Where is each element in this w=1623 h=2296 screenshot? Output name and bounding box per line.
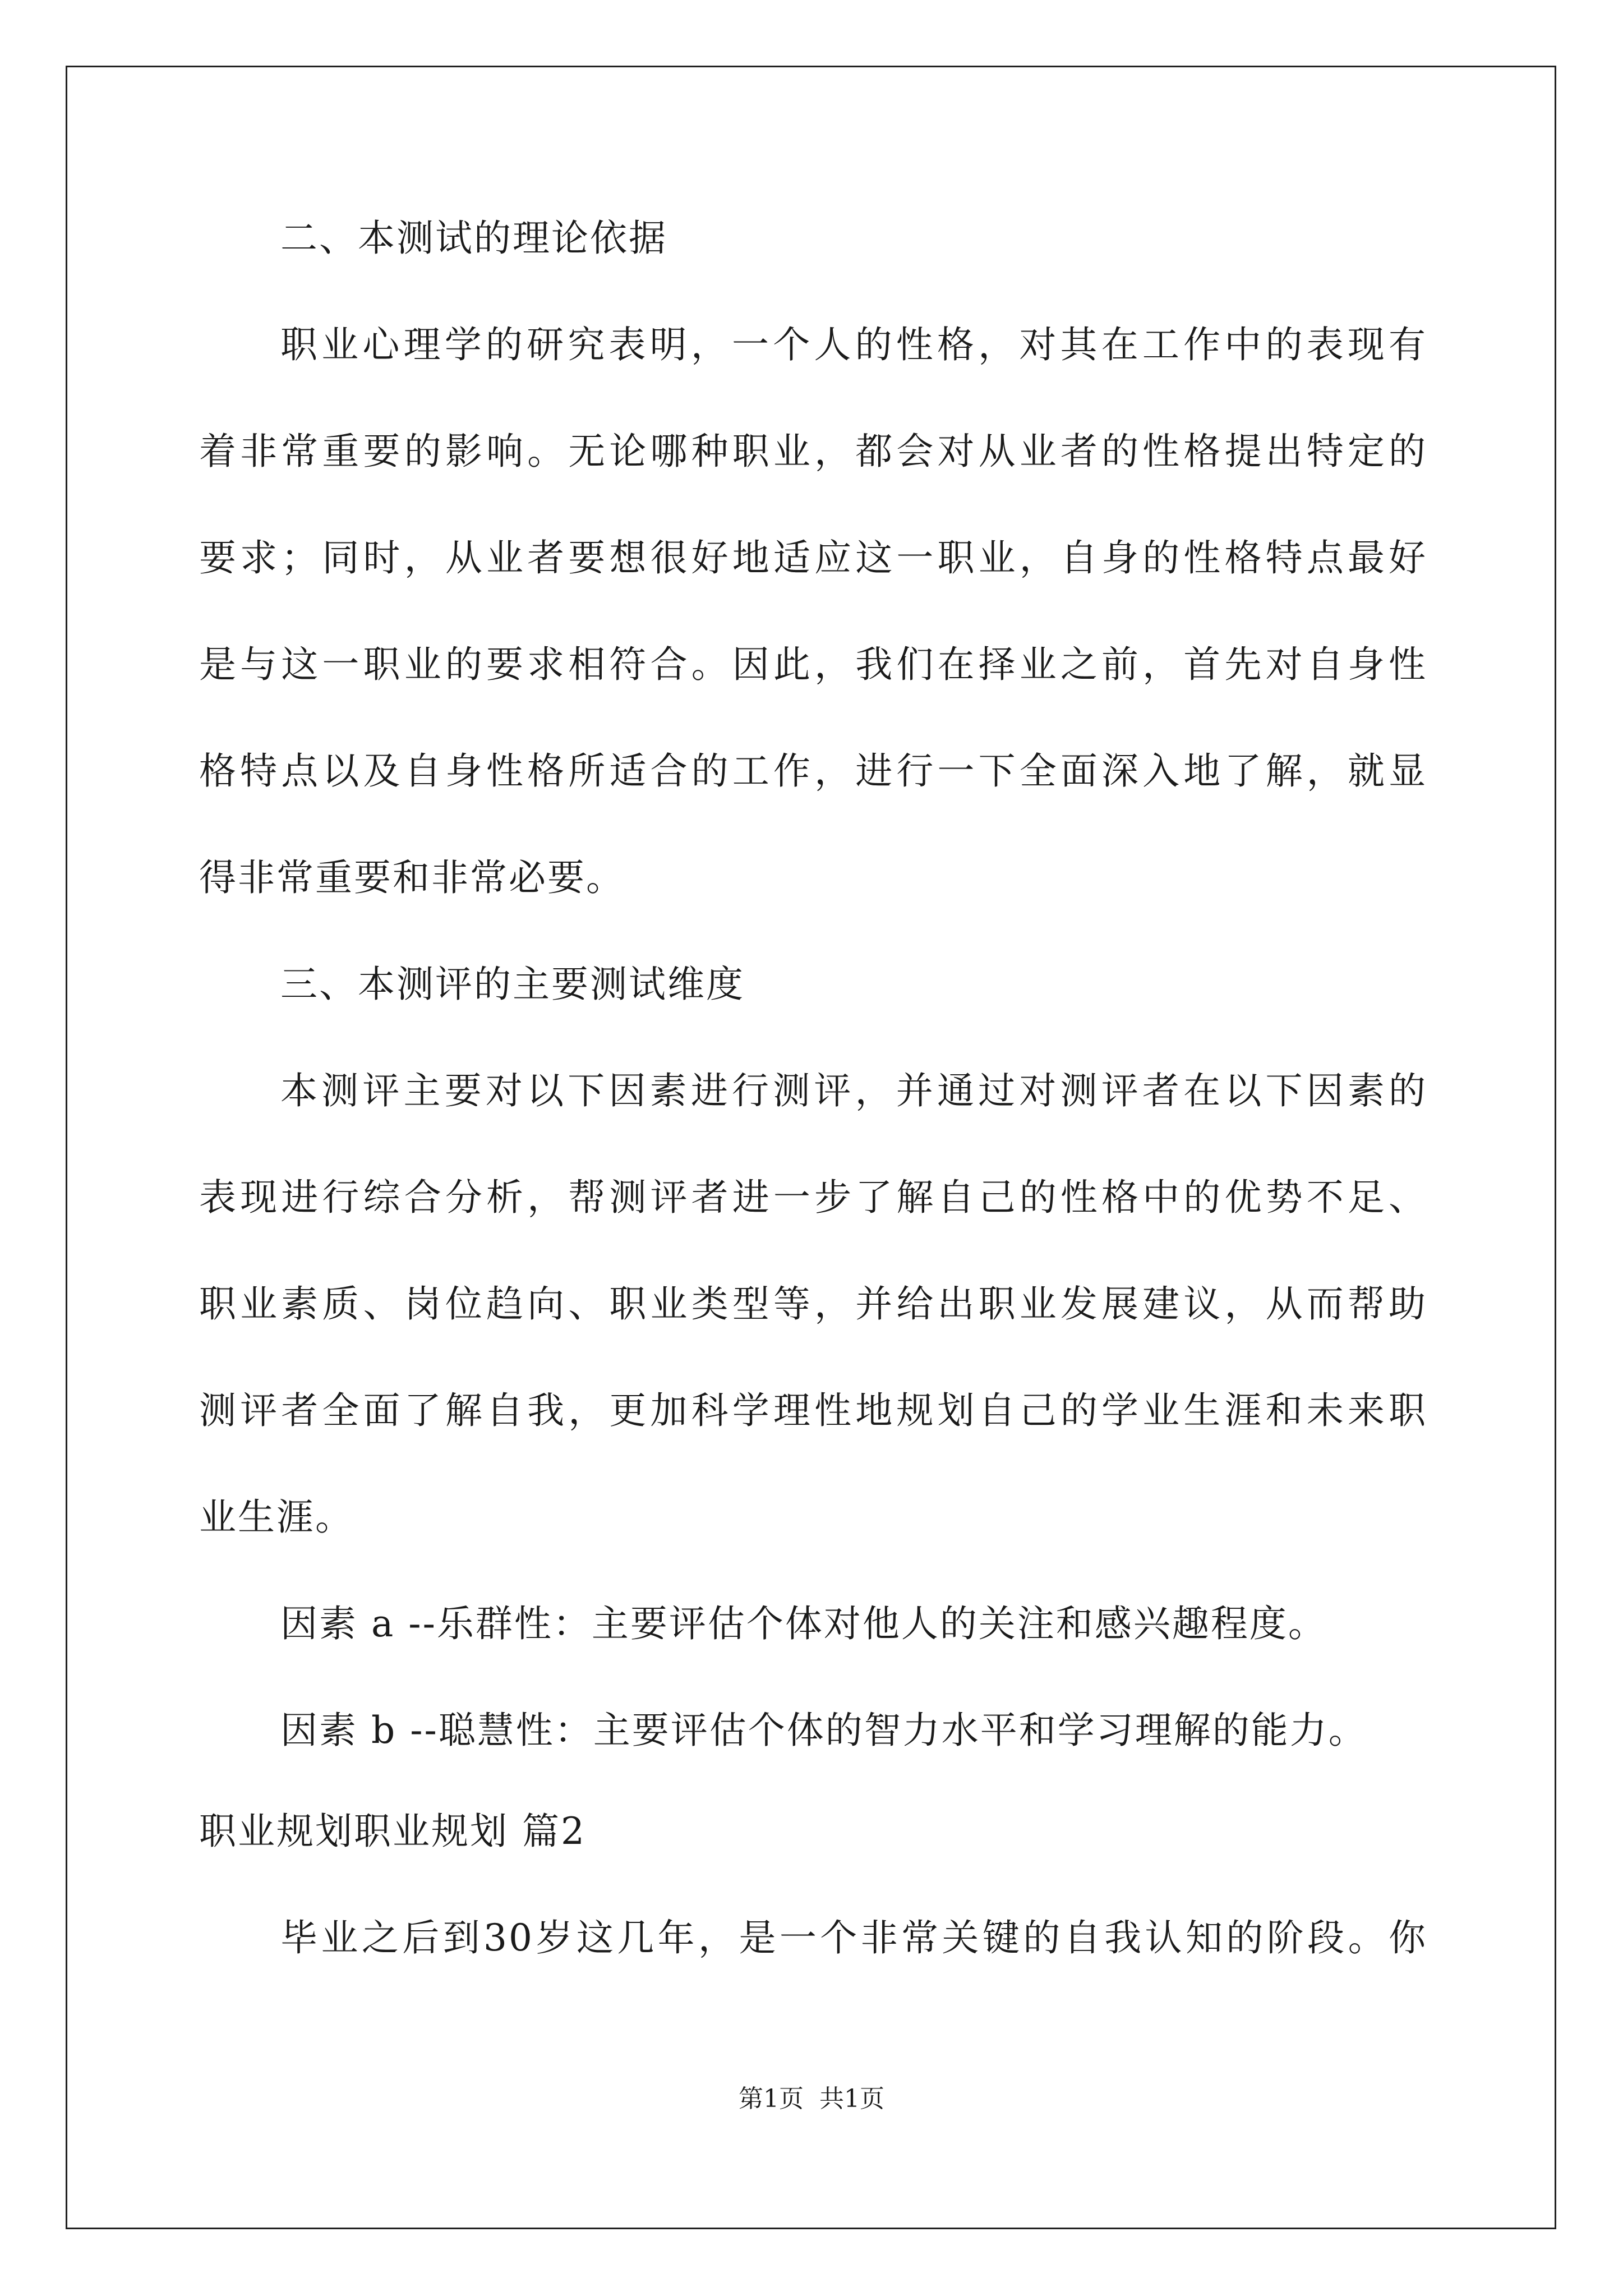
paragraph-line: 职业心理学的研究表明，一个人的性格，对其在工作中的表现有 xyxy=(280,323,1427,366)
paragraph-line: 业生涯。 xyxy=(199,1496,354,1539)
paragraph-line: 得非常重要和非常必要。 xyxy=(199,856,625,899)
paragraph-line: 职业素质、岗位趋向、职业类型等，并给出职业发展建议，从而帮助 xyxy=(199,1282,1427,1326)
paragraph-line: 是与这一职业的要求相符合。因此，我们在择业之前，首先对自身性 xyxy=(199,643,1427,686)
paragraph-line: 本测评主要对以下因素进行测评，并通过对测评者在以下因素的 xyxy=(280,1069,1427,1112)
paragraph-line: 测评者全面了解自我，更加科学理性地规划自己的学业生涯和未来职 xyxy=(199,1389,1427,1432)
factor-a-line: 因素 a --乐群性：主要评估个体对他人的关注和感兴趣程度。 xyxy=(280,1602,1327,1645)
paragraph-line: 要求；同时，从业者要想很好地适应这一职业，自身的性格特点最好 xyxy=(199,536,1427,579)
article-title: 职业规划职业规划 篇2 xyxy=(199,1810,586,1853)
paragraph-line: 毕业之后到30岁这几年，是一个非常关键的自我认知的阶段。你 xyxy=(280,1916,1427,1959)
page-footer xyxy=(0,2082,1623,2116)
section-heading-theory: 二、本测试的理论依据 xyxy=(280,217,667,260)
paragraph-line: 表现进行综合分析，帮测评者进一步了解自己的性格中的优势不足、 xyxy=(199,1176,1427,1219)
paragraph-line: 格特点以及自身性格所适合的工作，进行一下全面深入地了解，就显 xyxy=(199,749,1427,793)
page-number: 第1页 xyxy=(739,2085,804,2113)
section-heading-dimensions: 三、本测评的主要测试维度 xyxy=(280,963,745,1006)
factor-b-line: 因素 b --聪慧性：主要评估个体的智力水平和学习理解的能力。 xyxy=(280,1709,1367,1752)
page-total: 共1页 xyxy=(819,2085,884,2113)
paragraph-line: 着非常重要的影响。无论哪种职业，都会对从业者的性格提出特定的 xyxy=(199,430,1427,473)
page-border xyxy=(66,66,1556,2229)
